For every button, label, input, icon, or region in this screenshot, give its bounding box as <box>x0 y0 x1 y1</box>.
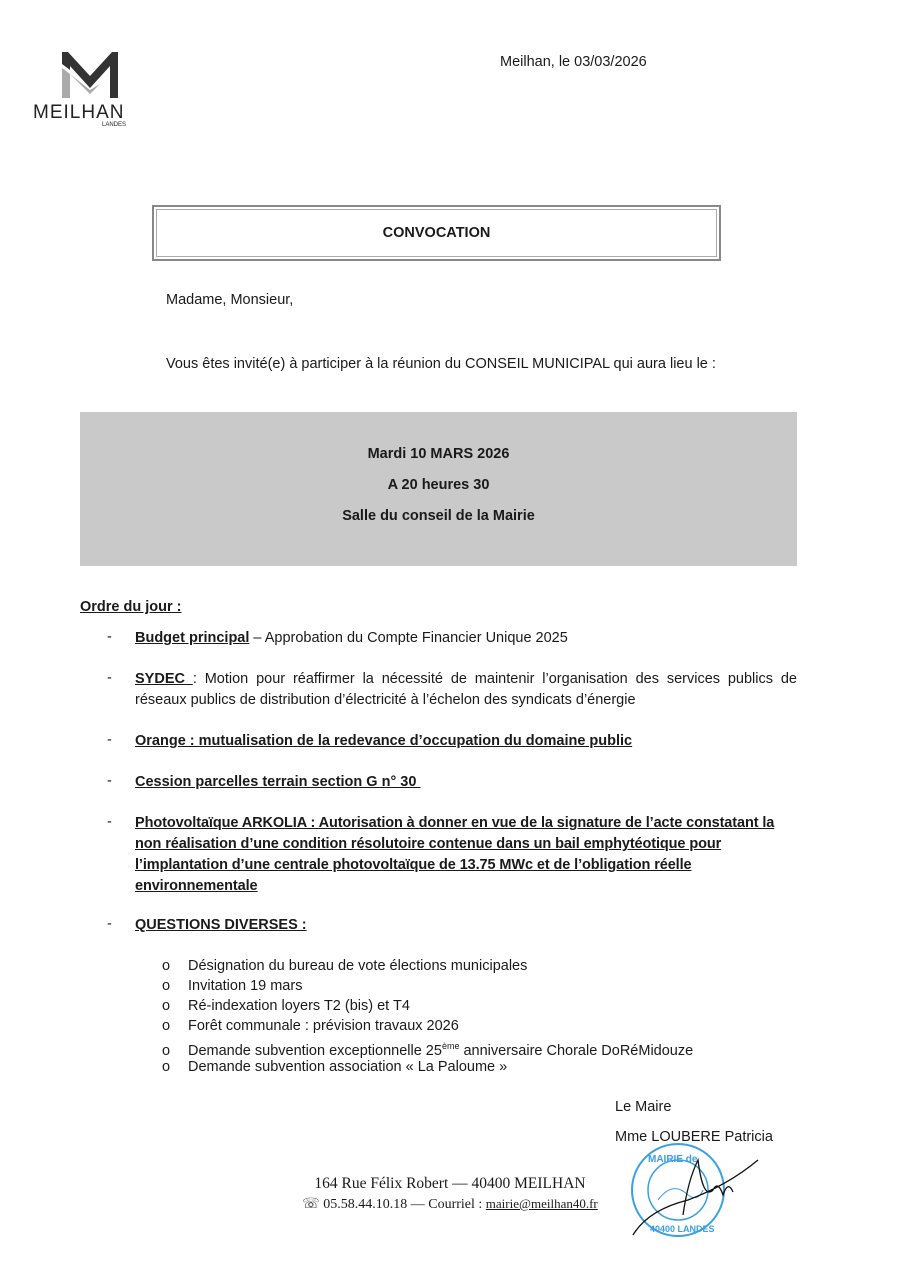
svg-text:MAIRIE de: MAIRIE de <box>648 1154 698 1165</box>
svg-text:LANDES: LANDES <box>102 122 127 128</box>
meeting-details-box <box>80 412 797 566</box>
question-item: o Ré-indexation loyers T2 (bis) et T4 <box>162 998 410 1014</box>
signatory-role: Le Maire <box>615 1099 672 1115</box>
official-stamp-signature <box>628 1140 778 1244</box>
document-date: Meilhan, le 03/03/2026 <box>500 54 647 70</box>
bullet-dash: - <box>107 814 112 830</box>
bullet-dash: - <box>107 670 112 686</box>
footer <box>270 1174 630 1215</box>
agenda-item <box>135 731 797 752</box>
bullet-dash: - <box>107 732 112 748</box>
footer-contact <box>270 1194 630 1215</box>
meeting-day: Mardi 10 MARS 2026 <box>367 446 510 462</box>
meilhan-logo <box>30 50 140 130</box>
greeting: Madame, Monsieur, <box>166 292 294 308</box>
question-text: Désignation du bureau de vote élections municipales <box>188 958 528 974</box>
agenda-item-head: SYDEC <box>135 671 193 687</box>
agenda-title: Ordre du jour : <box>80 599 182 615</box>
meeting-time: A 20 heures 30 <box>387 477 490 493</box>
bullet-dash: - <box>107 629 112 645</box>
title-box <box>152 205 721 261</box>
agenda-item <box>135 915 797 936</box>
agenda-item <box>135 669 797 711</box>
question-text: Demande subvention association « La Paloume » <box>188 1059 508 1075</box>
svg-text:40400 LANDES: 40400 LANDES <box>650 1224 715 1234</box>
question-text: Invitation 19 mars <box>188 978 303 994</box>
svg-text:MEILHAN: MEILHAN <box>33 102 125 123</box>
question-text: Forêt communale : prévision travaux 2026 <box>188 1018 459 1034</box>
agenda-item <box>135 772 797 793</box>
agenda-item-text: : Motion pour réaffirmer la nécessité de maintenir l’organisation des services publics de réseaux publics de distribution d’électricité à l’échelon des syndicats d’énergie <box>135 671 797 708</box>
question-item: o Demande subvention association « La Paloume » <box>162 1059 508 1075</box>
agenda-item-text: – Approbation du Compte Financier Unique 2025 <box>249 630 568 646</box>
intro-text: Vous êtes invité(e) à participer à la réunion du CONSEIL MUNICIPAL qui aura lieu le : <box>166 356 716 372</box>
question-item: o Demande subvention exceptionnelle 25ème anniversaire Chorale DoRéMidouze <box>162 1041 694 1059</box>
phone-icon: ☏ <box>302 1197 320 1212</box>
bullet-dash: - <box>107 773 112 789</box>
bullet-dash: - <box>107 916 112 932</box>
question-text: Ré-indexation loyers T2 (bis) et T4 <box>188 998 410 1014</box>
agenda-item <box>135 628 797 649</box>
question-text: Demande subvention exceptionnelle 25 <box>188 1042 442 1059</box>
question-text: anniversaire Chorale DoRéMidouze <box>459 1042 694 1059</box>
agenda-item-head: QUESTIONS DIVERSES : <box>135 917 307 933</box>
question-item: o Invitation 19 mars <box>162 978 303 994</box>
question-item: o Forêt communale : prévision travaux 2026 <box>162 1018 459 1034</box>
signatory-name: Mme LOUBERE Patricia <box>615 1129 773 1145</box>
footer-email-link[interactable]: mairie@meilhan40.fr <box>485 1196 598 1211</box>
footer-email-label: — Courriel : <box>410 1197 483 1212</box>
meeting-place: Salle du conseil de la Mairie <box>342 508 535 524</box>
superscript: ème <box>441 1041 460 1051</box>
footer-phone: 05.58.44.10.18 <box>323 1197 408 1212</box>
footer-address: 164 Rue Félix Robert — 40400 MEILHAN <box>314 1175 586 1192</box>
document-title: CONVOCATION <box>382 225 491 241</box>
agenda-item-head: Cession parcelles terrain section G n° 30 <box>135 774 421 790</box>
agenda-item-head: Orange : mutualisation de la redevance d’occupation du domaine public <box>135 733 633 749</box>
agenda-item-head: Photovoltaïque ARKOLIA : Autorisation à donner en vue de la signature de l’acte constatant la non réalisation d’une condition résolutoire contenue dans un bail emphytéotique pour l’implantation d’une centrale photovoltaïque de 13.75 MWc et de l’obligation réelle environnementale <box>135 815 775 894</box>
agenda-item <box>135 813 797 897</box>
question-item: o Désignation du bureau de vote élections municipales <box>162 958 528 974</box>
agenda-item-head: Budget principal <box>135 630 250 646</box>
